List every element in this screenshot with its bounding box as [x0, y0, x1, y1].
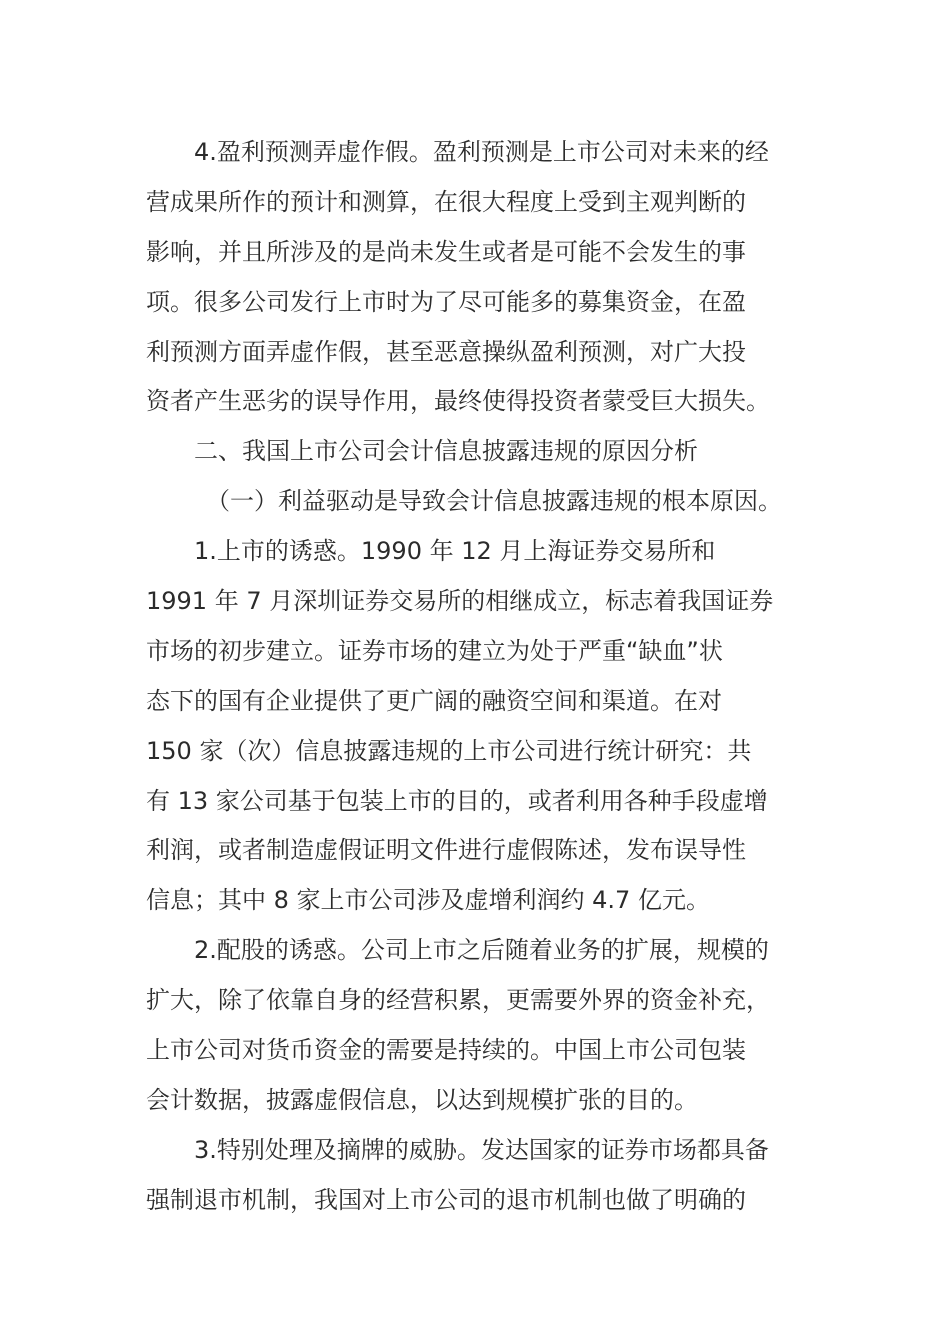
- paragraph-line: 1991 年 7 月深圳证券交易所的相继成立，标志着我国证券: [146, 587, 774, 616]
- paragraph-line: 利预测方面弄虚作假，甚至恶意操纵盈利预测，对广大投: [146, 337, 746, 366]
- paragraph-line: 上市公司对货币资金的需要是持续的。中国上市公司包装: [146, 1036, 746, 1065]
- paragraph-line: 150 家（次）信息披露违规的上市公司进行统计研究：共: [146, 736, 752, 765]
- paragraph-line: 会计数据，披露虚假信息，以达到规模扩张的目的。: [146, 1085, 698, 1114]
- paragraph-line: 项。很多公司发行上市时为了尽可能多的募集资金，在盈: [146, 287, 746, 316]
- paragraph-line: 市场的初步建立。证券市场的建立为处于严重“缺血”状: [146, 636, 723, 665]
- paragraph-line: 强制退市机制，我国对上市公司的退市机制也做了明确的: [146, 1185, 746, 1214]
- section-heading: 二、我国上市公司会计信息披露违规的原因分析: [194, 437, 698, 466]
- paragraph-line: 信息；其中 8 家上市公司涉及虚增利润约 4.7 亿元。: [146, 886, 710, 915]
- paragraph-line: 扩大，除了依靠自身的经营积累，更需要外界的资金补充，: [146, 986, 770, 1015]
- paragraph-line: 有 13 家公司基于包装上市的目的，或者利用各种手段虚增: [146, 786, 768, 815]
- paragraph-line: 态下的国有企业提供了更广阔的融资空间和渠道。在对: [146, 686, 722, 715]
- paragraph-line: 2.配股的诱惑。公司上市之后随着业务的扩展，规模的: [194, 936, 769, 965]
- document-body: [146, 128, 810, 1226]
- subsection-heading: （一）利益驱动是导致会计信息披露违规的根本原因。: [206, 487, 782, 516]
- paragraph-line: 影响，并且所涉及的是尚未发生或者是可能不会发生的事: [146, 237, 746, 266]
- paragraph-line: 4.盈利预测弄虚作假。盈利预测是上市公司对未来的经: [194, 138, 769, 166]
- paragraph-line: 营成果所作的预计和测算，在很大程度上受到主观判断的: [146, 187, 746, 216]
- paragraph-line: 1.上市的诱惑。1990 年 12 月上海证券交易所和: [194, 537, 716, 566]
- paragraph-line: 利润，或者制造虚假证明文件进行虚假陈述，发布误导性: [146, 836, 746, 865]
- paragraph-line: 资者产生恶劣的误导作用，最终使得投资者蒙受巨大损失。: [146, 387, 770, 416]
- paragraph-line: 3.特别处理及摘牌的威胁。发达国家的证券市场都具备: [194, 1135, 769, 1164]
